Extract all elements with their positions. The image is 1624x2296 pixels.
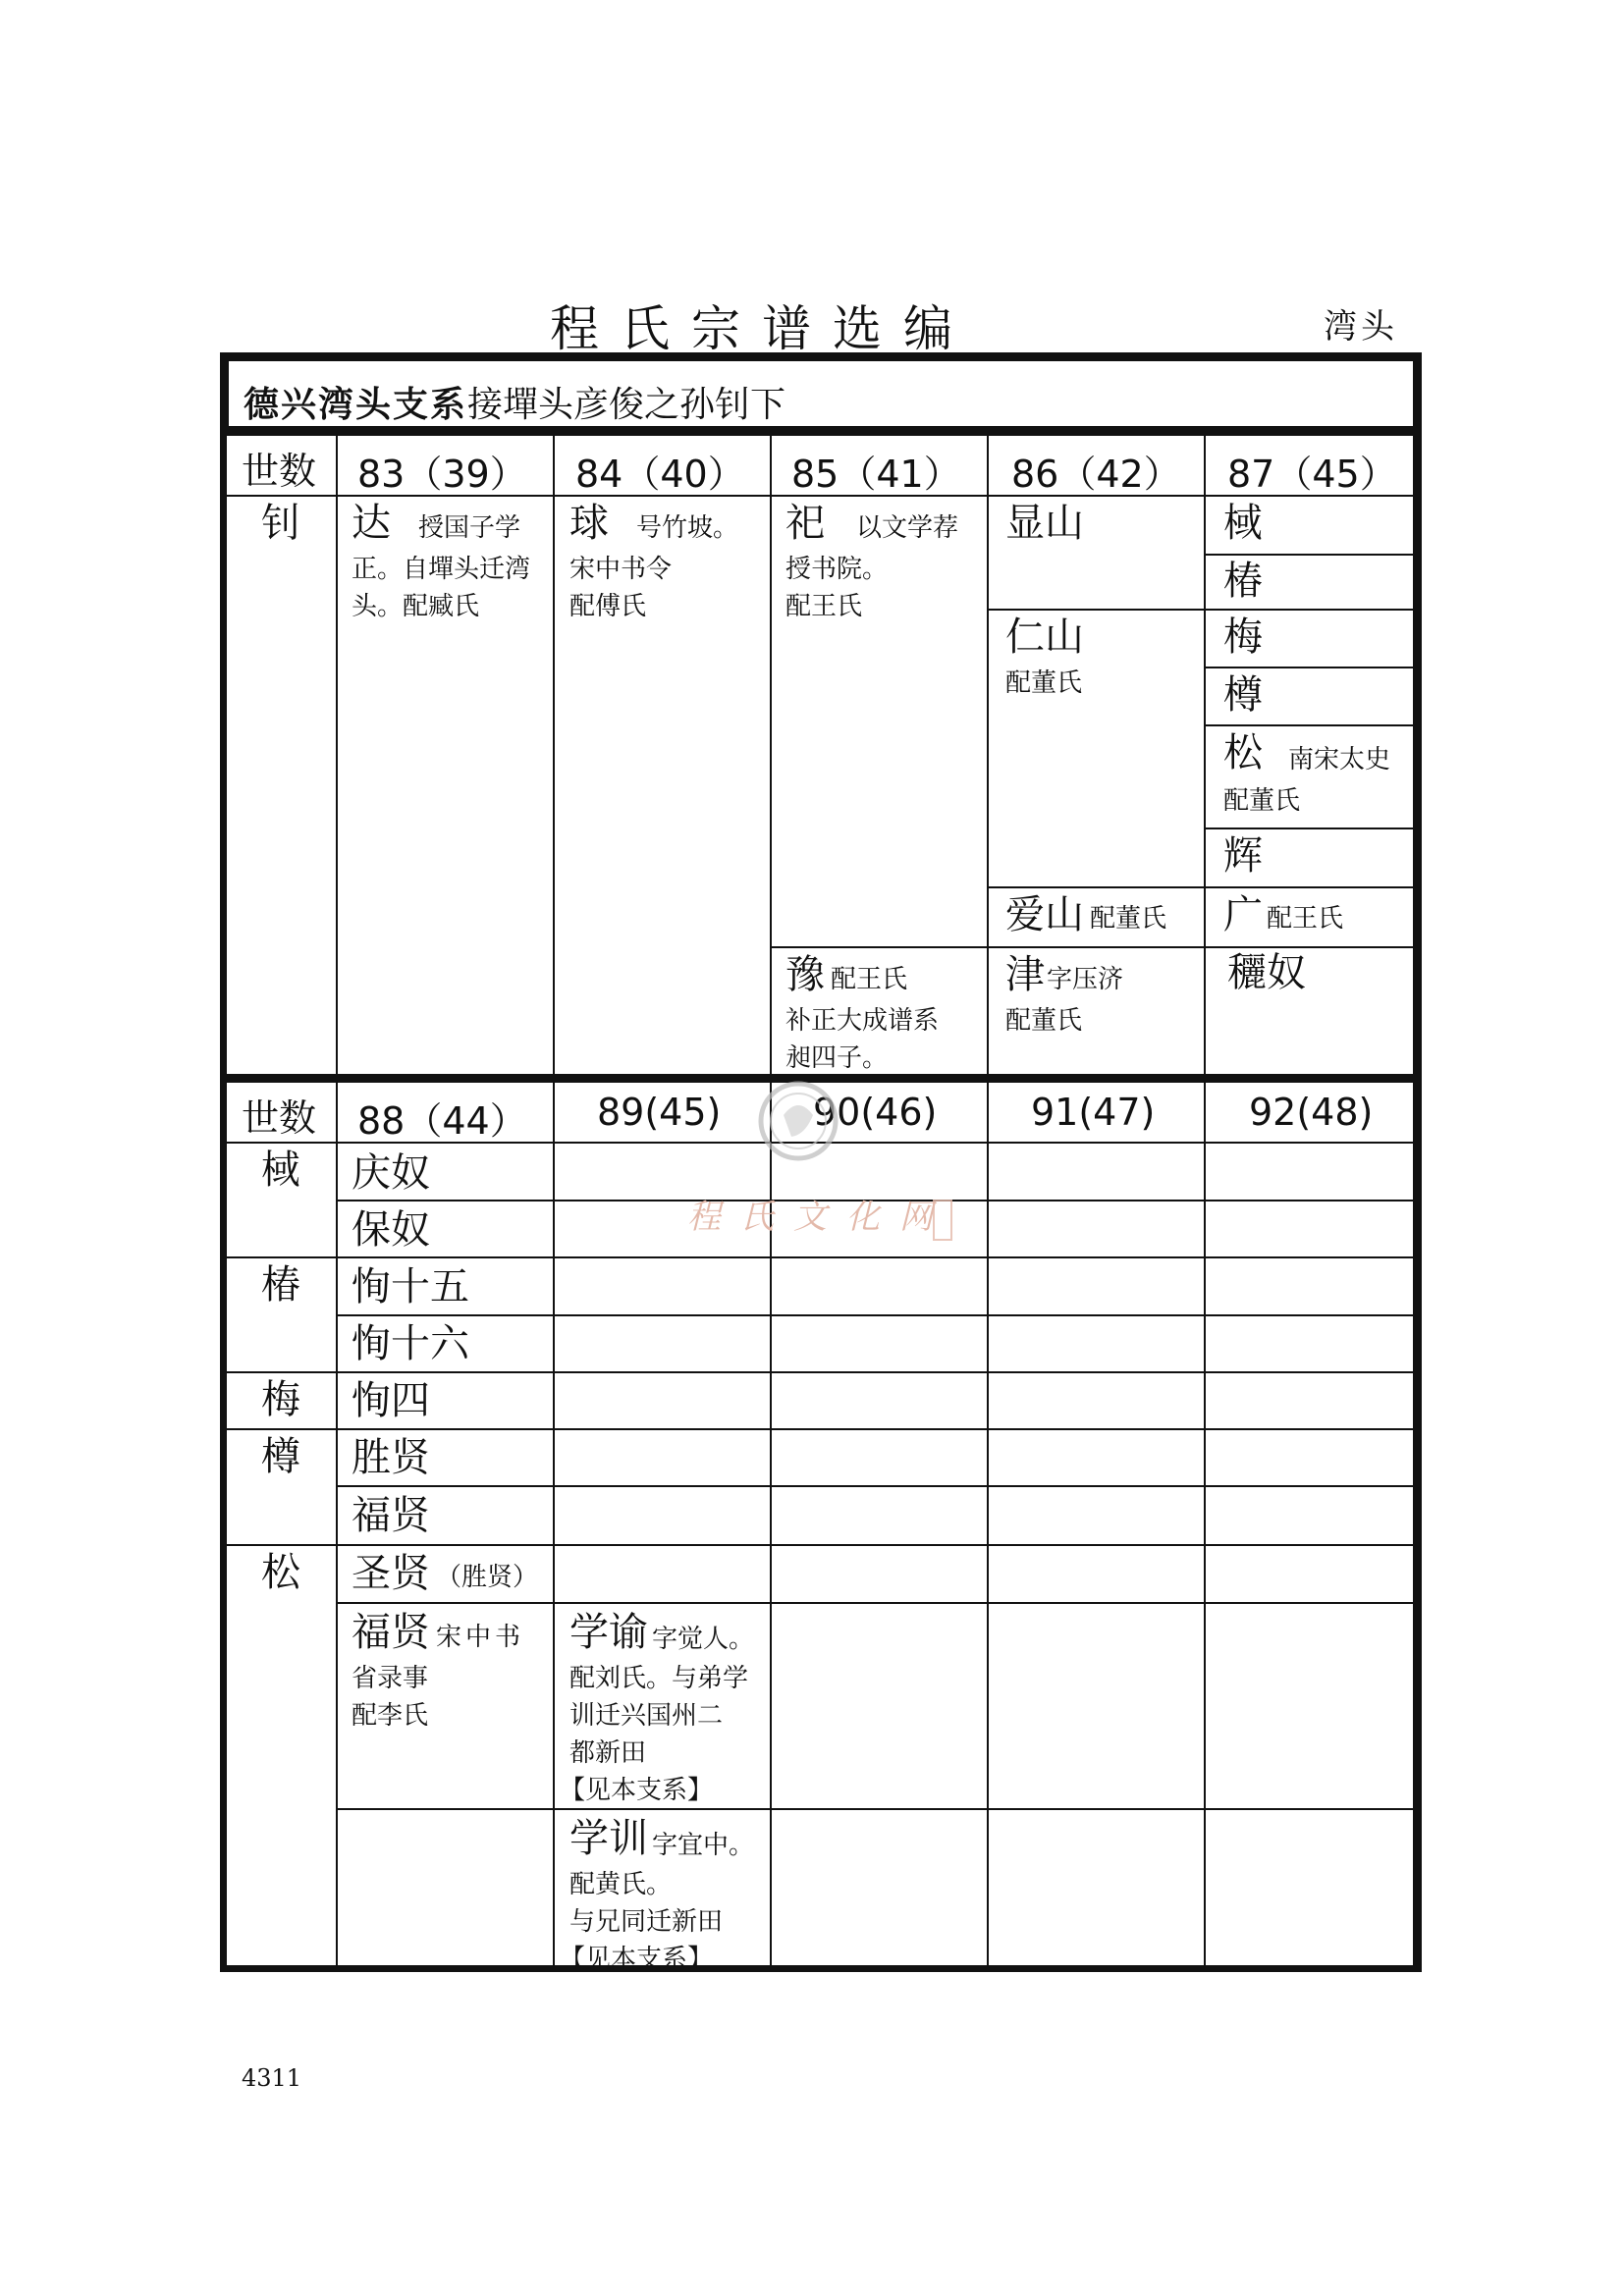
entry-renshan-name: 仁山 [1005, 614, 1084, 660]
entry-chun-name: 椿 [1223, 559, 1263, 604]
entry-da-note3: 头。配臧氏 [352, 592, 480, 621]
entry-da-note1: 授国子学 [418, 513, 521, 543]
place-label: 湾头 [1324, 307, 1398, 347]
t2-parent-song: 松 [261, 1550, 300, 1595]
t2-child-xun4: 恂四 [352, 1378, 430, 1423]
t2-child-fuxian2-note1: 宋中书 [436, 1623, 525, 1652]
t2-child-qingnu: 庆奴 [352, 1150, 430, 1196]
table2-gen-88: 88（44） [357, 1099, 527, 1143]
t2-child-xun15: 恂十五 [352, 1264, 469, 1309]
entry-zun-name: 樽 [1223, 672, 1263, 718]
t2-child-shengxian: 胜贤 [352, 1435, 430, 1480]
entry-mei-name: 梅 [1223, 614, 1263, 660]
t2-xueyu-note2: 配刘氏。与弟学 [569, 1664, 749, 1693]
entry-renshan-note: 配董氏 [1005, 668, 1083, 698]
entry-song-note2: 配董氏 [1223, 786, 1301, 816]
entry-si-note1: 以文学荐 [856, 513, 959, 543]
entry-xianshan-name: 显山 [1005, 501, 1084, 546]
entry-da-note2: 正。自墠头迁湾 [352, 555, 531, 584]
entry-si-note2: 授书院。 [785, 555, 889, 584]
t2-child-fuxian2: 福贤 [352, 1610, 430, 1655]
t2-xueyu-note1: 字觉人。 [652, 1625, 755, 1654]
t2-xuexun-note3: 与兄同迁新田 [569, 1907, 724, 1937]
document-title: 程氏宗谱选编 [550, 300, 974, 357]
t2-child-fuxian2-note3: 配李氏 [352, 1701, 429, 1731]
t2-xuexun-name: 学训 [569, 1816, 648, 1861]
entry-hui-name: 辉 [1223, 833, 1263, 879]
t2-xuexun-note1: 字宜中。 [652, 1831, 755, 1860]
entry-aishan-note: 配董氏 [1090, 904, 1167, 934]
entry-yu2-name: 棫 [1223, 501, 1263, 546]
entry-qiu-name: 球 [569, 501, 609, 546]
entry-jin-note1: 字压济 [1047, 965, 1124, 994]
watermark-seal [754, 1076, 842, 1166]
entry-song-note1: 南宋太史 [1288, 745, 1391, 774]
table1-gen-83: 83（39） [357, 453, 527, 496]
table1-row-label: 钊 [261, 501, 300, 546]
entry-yinu-name: 穲奴 [1227, 950, 1306, 995]
t2-parent-mei: 梅 [261, 1377, 300, 1422]
table2-gen-89: 89(45) [597, 1091, 722, 1134]
table2-gen-91: 91(47) [1031, 1091, 1156, 1134]
entry-yu-note2: 补正大成谱系 [785, 1006, 940, 1036]
table1-gen-86: 86（42） [1011, 453, 1181, 496]
entry-guang-note: 配王氏 [1267, 904, 1344, 934]
t2-child-shengxian2: 圣贤 [352, 1551, 430, 1596]
t2-parent-chun: 椿 [261, 1262, 300, 1308]
separator-top [227, 428, 1415, 436]
table1-gen-85: 85（41） [791, 453, 961, 496]
entry-qiu-note1: 号竹坡。 [636, 513, 739, 543]
t2-child-fuxian2-note2: 省录事 [352, 1664, 429, 1693]
entry-aishan-name: 爱山 [1005, 892, 1084, 937]
entry-da-name: 达 [352, 501, 391, 546]
watermark-stamp [933, 1200, 952, 1241]
entry-yu-note1: 配王氏 [831, 965, 908, 994]
watermark-text: 程氏文化网 [687, 1198, 952, 1237]
t2-child-shengxian2-note: （胜贤） [436, 1563, 539, 1592]
entry-guang-name: 广 [1223, 892, 1263, 937]
entry-qiu-note3: 配傅氏 [569, 592, 647, 621]
table2-gen-92: 92(48) [1249, 1091, 1374, 1134]
t2-parent-zun: 樽 [261, 1434, 300, 1479]
table2-gen-90: 90(46) [813, 1091, 938, 1134]
table2-col-label: 世数 [242, 1096, 317, 1140]
t2-xueyu-name: 学谕 [569, 1610, 648, 1655]
entry-si-note3: 配王氏 [785, 592, 863, 621]
t2-xuexun-note2: 配黄氏。 [569, 1870, 673, 1899]
entry-song-name: 松 [1223, 730, 1263, 775]
t2-parent-yu: 棫 [261, 1148, 300, 1193]
branch-name: 德兴湾头支系 [244, 384, 468, 425]
table1-gen-87: 87（45） [1227, 453, 1397, 496]
page-number: 4311 [242, 2064, 302, 2092]
entry-yu-note3: 昶四子。 [785, 1043, 889, 1073]
t2-child-baonu: 保奴 [352, 1207, 430, 1253]
t2-child-xun16: 恂十六 [352, 1321, 469, 1366]
t2-xueyu-note3: 训迁兴国州二 [569, 1701, 724, 1731]
t2-child-fuxian: 福贤 [352, 1493, 430, 1538]
table1-gen-84: 84（40） [575, 453, 745, 496]
entry-jin-note2: 配董氏 [1005, 1006, 1083, 1036]
table1-col-label: 世数 [242, 450, 317, 493]
t2-xueyu-note4: 都新田 [569, 1738, 647, 1768]
entry-si-name: 祀 [785, 501, 825, 546]
t2-xuexun-note4: 【见本支系】 [560, 1945, 714, 1974]
entry-jin-name: 津 [1005, 952, 1045, 997]
branch-subtitle: 接墠头彦俊之孙钊下 [467, 385, 786, 425]
branch-title [244, 377, 785, 427]
entry-qiu-note2: 宋中书令 [569, 555, 673, 584]
t2-xueyu-note5: 【见本支系】 [560, 1776, 714, 1805]
entry-yu-name: 豫 [785, 952, 825, 997]
